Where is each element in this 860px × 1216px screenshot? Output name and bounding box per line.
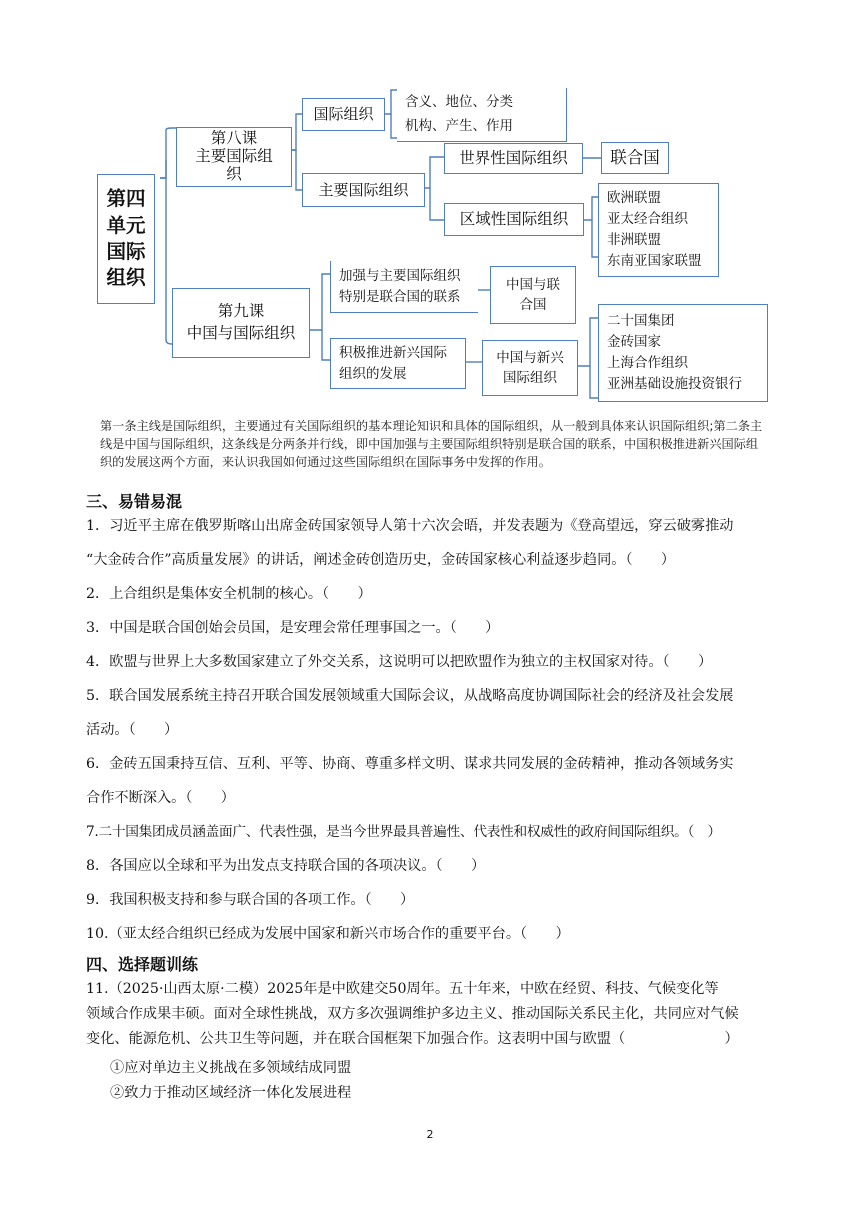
question-11-line3: 变化、能源危机、公共卫生等问题，并在联合国框架下加强合作。这表明中国与欧盟（ ）: [86, 1031, 739, 1047]
emerging-list-box: [598, 304, 768, 402]
world-org-box: 世界性国际组织: [444, 143, 583, 174]
regional-list-box: [598, 183, 719, 277]
question-6-line2: 合作不断深入。（ ）: [86, 790, 235, 806]
l9-branch2-box: 积极推进新兴国际 组织的发展: [330, 338, 466, 389]
question-5-line2: 活动。（ ）: [86, 722, 179, 738]
regional-org-box: 区域性国际组织: [444, 203, 584, 236]
list-item: 二十国集团: [607, 313, 675, 330]
detail-line: 含义、地位、分类: [405, 93, 513, 110]
list-item: 亚太经合组织: [607, 211, 688, 228]
question-2: 2．上合组织是集体安全机制的核心。（ ）: [86, 586, 372, 602]
main-org-box: 主要国际组织: [302, 173, 425, 207]
lesson9-box: 第九课 中国与国际组织: [172, 288, 310, 358]
list-item: 欧洲联盟: [607, 190, 661, 207]
lesson8-box: 第八课 主要国际组 织: [176, 127, 292, 187]
section4-title: 四、选择题训练: [86, 955, 199, 974]
list-item: 非洲联盟: [607, 232, 661, 248]
l9-branch1-box: 加强与主要国际组织 特别是联合国的联系: [330, 261, 478, 313]
mindmap-root: 第四 单元 国际 组织: [97, 174, 155, 304]
question-1-line2: “大金砖合作”高质量发展》的讲话，阐述金砖创造历史，金砖国家核心利益逐步趋同。（ ）: [86, 552, 676, 568]
question-9: 9．我国积极支持和参与联合国的各项工作。（ ）: [86, 892, 415, 908]
list-item: 东南亚国家联盟: [607, 252, 702, 269]
question-5-line1: 5．联合国发展系统主持召开联合国发展领域重大国际会议，从战略高度协调国际社会的经济及社会发展: [86, 688, 734, 704]
question-1-line1: 1．习近平主席在俄罗斯喀山出席金砖国家领导人第十六次会晤，并发表题为《登高望远，穿云破雾推动: [86, 518, 734, 534]
l9-branch1-leaf: 中国与联 合国: [490, 266, 576, 324]
detail-line: 机构、产生、作用: [405, 117, 513, 134]
question-10: 10.（亚太经合组织已经成为发展中国家和新兴市场合作的重要平台。（ ）: [86, 926, 570, 942]
page-number: 2: [426, 1128, 434, 1141]
question-11-line2: 领域合作成果丰硕。面对全球性挑战，双方多次强调维护多边主义、推动国际关系民主化，共同应对气候: [86, 1006, 739, 1022]
question-4: 4．欧盟与世界上大多数国家建立了外交关系，这说明可以把欧盟作为独立的主权国家对待。（ ）: [86, 654, 713, 670]
intl-org-box: 国际组织: [302, 98, 385, 131]
list-item: 金砖国家: [607, 334, 661, 351]
un-box: 联合国: [601, 142, 669, 174]
l9-branch2-leaf: 中国与新兴 国际组织: [482, 340, 578, 396]
list-item: 亚洲基础设施投资银行: [607, 375, 742, 392]
option-1: ①应对单边主义挑战在多领域结成同盟: [110, 1060, 352, 1076]
intl-org-details: [397, 88, 567, 142]
question-7: 7.二十国集团成员涵盖面广、代表性强，是当今世界最具普遍性、代表性和权威性的政府间国际组织。（ ）: [86, 824, 721, 840]
option-2: ②致力于推动区域经济一体化发展进程: [110, 1085, 352, 1101]
question-8: 8．各国应以全球和平为出发点支持联合国的各项决议。（ ）: [86, 858, 486, 874]
question-6-line1: 6．金砖五国秉持互信、互利、平等、协商、尊重多样文明、谋求共同发展的金砖精神，推动各领域务实: [86, 756, 734, 772]
list-item: 上海合作组织: [607, 355, 688, 371]
section3-title: 三、易错易混: [86, 492, 183, 511]
summary-text: 第一条主线是国际组织，主要通过有关国际组织的基本理论知识和具体的国际组织，从一般到具体来认识国际组织;第二条主线是中国与国际组织，这条线是分两条并行线，即中国加强与主要国际组织特别是联合国的联系，中国积极推进新兴国际组织的发展这两个方面，来认识我国如何通过这些国际组织在国际事务中发挥的作用。: [100, 419, 763, 469]
question-3: 3．中国是联合国创始会员国，是安理会常任理事国之一。（ ）: [86, 620, 500, 636]
question-11-line1: 11.（2025·山西太原·二模）2025年是中欧建交50周年。五十年来，中欧在经贸、科技、气候变化等: [86, 981, 719, 997]
